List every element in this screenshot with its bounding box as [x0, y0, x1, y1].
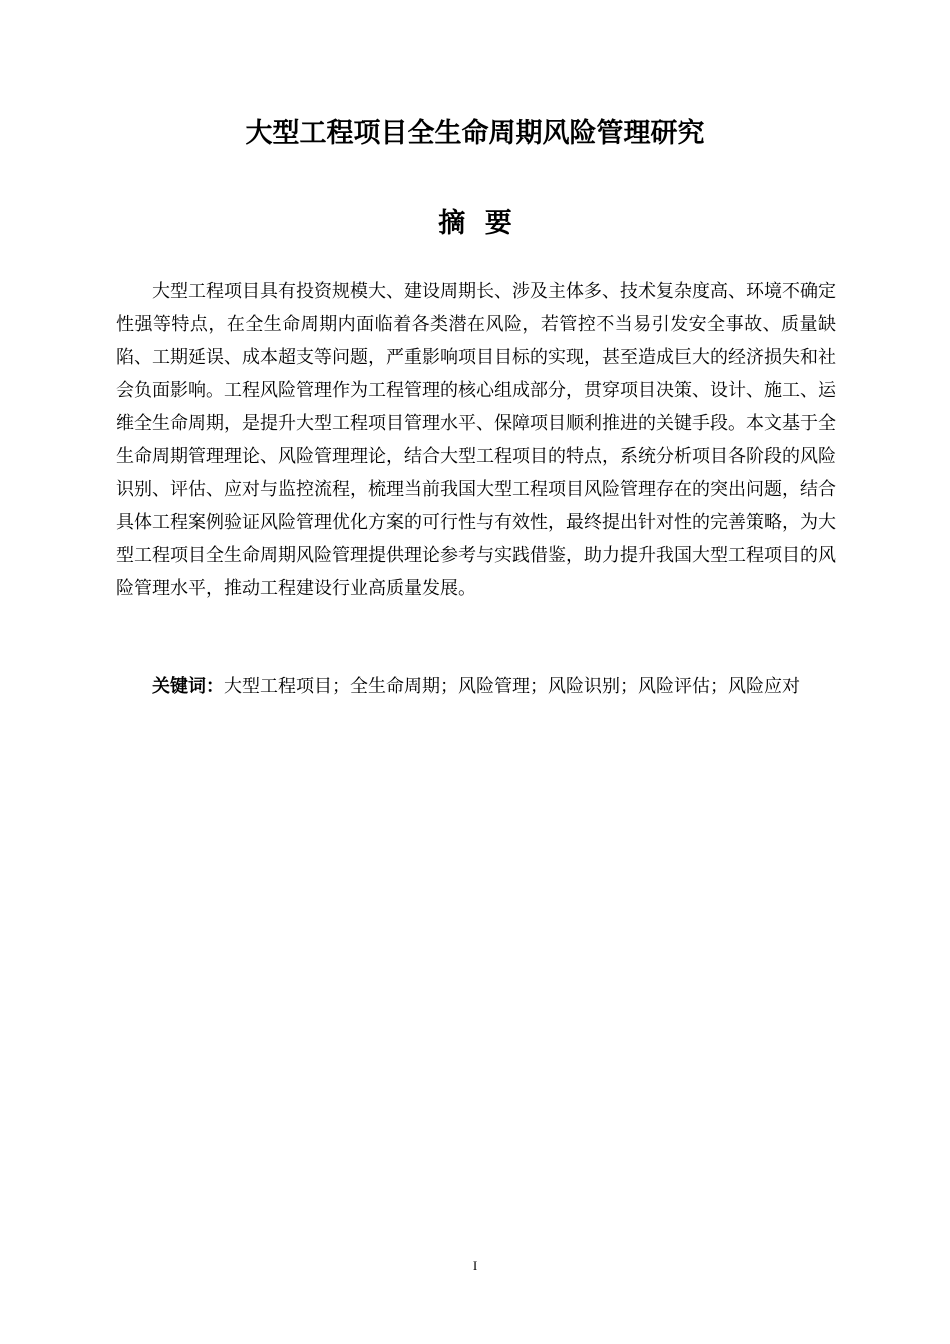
keywords-label: 关键词：	[152, 676, 224, 697]
abstract-heading: 摘 要	[438, 208, 512, 239]
keywords-paragraph	[116, 670, 836, 703]
keywords-text: 大型工程项目；全生命周期；风险管理；风险识别；风险评估；风险应对	[224, 676, 800, 697]
page-number: I	[472, 1258, 478, 1273]
abstract-paragraph: 大型工程项目具有投资规模大、建设周期长、涉及主体多、技术复杂度高、环境不确定性强等特点，在全生命周期内面临着各类潜在风险，若管控不当易引发安全事故、质量缺陷、工期延误、成本超支等问题，严重影响项目目标的实现，甚至造成巨大的经济损失和社会负面影响。工程风险管理作为工程管理的核心组成部分，贯穿项目决策、设计、施工、运维全生命周期，是提升大型工程项目管理水平、保障项目顺利推进的关键手段。本文基于全生命周期管理理论、风险管理理论，结合大型工程项目的特点，系统分析项目各阶段的风险识别、评估、应对与监控流程，梳理当前我国大型工程项目风险管理存在的突出问题，结合具体工程案例验证风险管理优化方案的可行性与有效性，最终提出针对性的完善策略，为大型工程项目全生命周期风险管理提供理论参考与实践借鉴，助力提升我国大型工程项目的风险管理水平，推动工程建设行业高质量发展。	[116, 281, 836, 599]
paper-title: 大型工程项目全生命周期风险管理研究	[245, 118, 705, 149]
